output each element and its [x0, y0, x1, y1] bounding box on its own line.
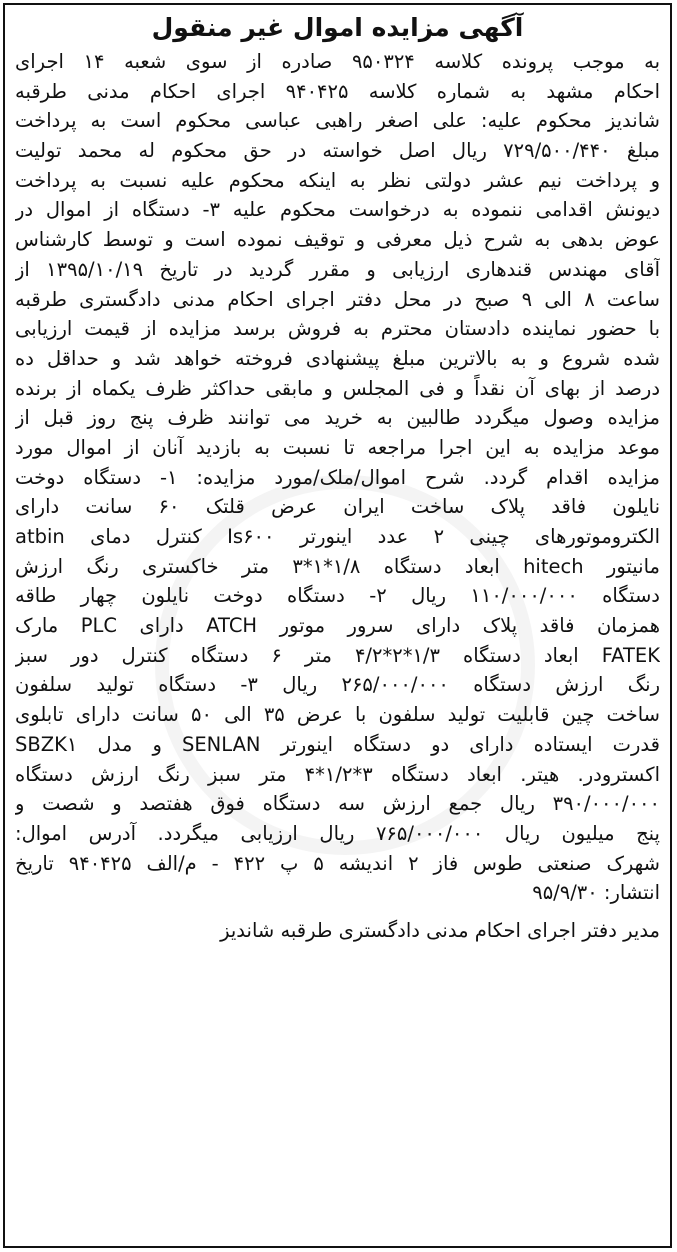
body-line: مزایده وصول میگردد طالبین به خرید می توانند ظرف پنج روز قبل از [15, 406, 660, 430]
body-line: آقای مهندس قندهاری ارزیابی و مقرر گردید در تاریخ ۱۳۹۵/۱۰/۱۹ از [15, 257, 660, 281]
body-line: FATEK ابعاد دستگاه ۱/۳*۲*۴/۲ متر ۶ دستگاه کنترل دور سبز [15, 643, 660, 667]
notice-frame [3, 3, 672, 1248]
body-line: مانیتور hitech ابعاد دستگاه ۱/۸*۱*۳ متر خاکستری رنگ ارزش [15, 554, 660, 578]
body-line: با حضور نماینده دادستان محترم به فروش برسد مزایده از قیمت ارزیابی [15, 317, 660, 341]
body-line: دیونش اقدامی ننموده به درخواست محکوم علیه ۳- دستگاه از اموال در [15, 198, 660, 222]
body-line: نایلون فاقد پلاک ساخت ایران عرض قلتک ۶۰ سانت دارای [15, 495, 660, 519]
body-line: مزایده اقدام گردد. شرح اموال/ملک/مورد مزایده: ۱- دستگاه دوخت [15, 465, 660, 489]
notice-title: آگهی مزایده اموال غیر منقول [151, 13, 524, 42]
body-line: احکام مشهد به شماره کلاسه ۹۴۰۴۲۵ اجرای احکام مدنی طرقبه [15, 79, 660, 103]
body-line: درصد از بهای آن نقداً و فی المجلس و مابقی حداکثر ظرف یکماه از برنده [15, 376, 660, 400]
body-line: رنگ ارزش دستگاه ۲۶۵/۰۰۰/۰۰۰ ریال ۳- دستگاه تولید سلفون [15, 673, 660, 697]
body-line: عوض بدهی به شرح ذیل معرفی و توقیف نموده است و توسط کارشناس [15, 228, 660, 252]
body-line: موعد مزایده به این اجرا مراجعه تا نسبت به بازدید آنان از اموال مورد [15, 435, 660, 459]
body-line: شهرک صنعتی طوس فاز ۲ اندیشه ۵ پ ۴۲۲ - م/الف ۹۴۰۴۲۵ تاریخ [15, 851, 660, 875]
body-line: مبلغ ۷۲۹/۵۰۰/۴۴۰ ریال اصل خواسته در حق محکوم له محمد تولیت [15, 139, 660, 163]
notice-body [5, 43, 670, 908]
body-line: ساعت ۸ الی ۹ صبح در محل دفتر اجرای احکام مدنی دادگستری طرقبه [15, 287, 660, 311]
body-line: شاندیز محکوم علیه: علی اصغر راهبی عباسی محکوم است به پرداخت [15, 109, 660, 133]
body-line: قدرت ایستاده دارای دو دستگاه اینورتر SENLAN و مدل SBZK۱ [15, 732, 660, 756]
body-line: دستگاه ۱۱۰/۰۰۰/۰۰۰ ریال ۲- دستگاه دوخت نایلون چهار طاقه [15, 584, 660, 608]
body-line: همزمان فاقد پلاک دارای سرور موتور ATCH دارای PLC مارک [15, 614, 660, 638]
body-line: اکسترودر. هیتر. ابعاد دستگاه ۳*۱/۲*۴ متر سبز رنگ ارزش دستگاه [15, 762, 660, 786]
body-line: الکتروموتورهای چینی ۲ عدد اینورتر Is۶۰۰ کنترل دمای atbin [15, 525, 660, 548]
body-line: شده شروع و به بالاترین مبلغ پیشنهادی فروخته خواهد شد و حداقل ده [15, 346, 660, 370]
body-line: و پرداخت نیم عشر دولتی نظر به اینکه محکوم علیه نسبت به پرداخت [15, 168, 660, 192]
body-line: ساخت چین قابلیت تولید سلفون با عرض ۳۵ الی ۵۰ سانت دارای تابلوی [15, 703, 660, 727]
signature-line: مدیر دفتر اجرای احکام مدنی دادگستری طرقبه شاندیز [220, 918, 660, 942]
body-line: ۳۹۰/۰۰۰/۰۰۰ ریال جمع ارزش سه دستگاه فوق هفتصد و شصت و [15, 792, 660, 816]
body-line: پنج میلیون ریال ۷۶۵/۰۰۰/۰۰۰ ریال ارزیابی میگردد. آدرس اموال: [15, 821, 660, 845]
body-line-publication-date: انتشار: ۹۵/۹/۳۰ [532, 881, 660, 905]
body-line: به موجب پرونده کلاسه ۹۵۰۳۲۴ صادره از سوی شعبه ۱۴ اجرای [15, 50, 660, 73]
